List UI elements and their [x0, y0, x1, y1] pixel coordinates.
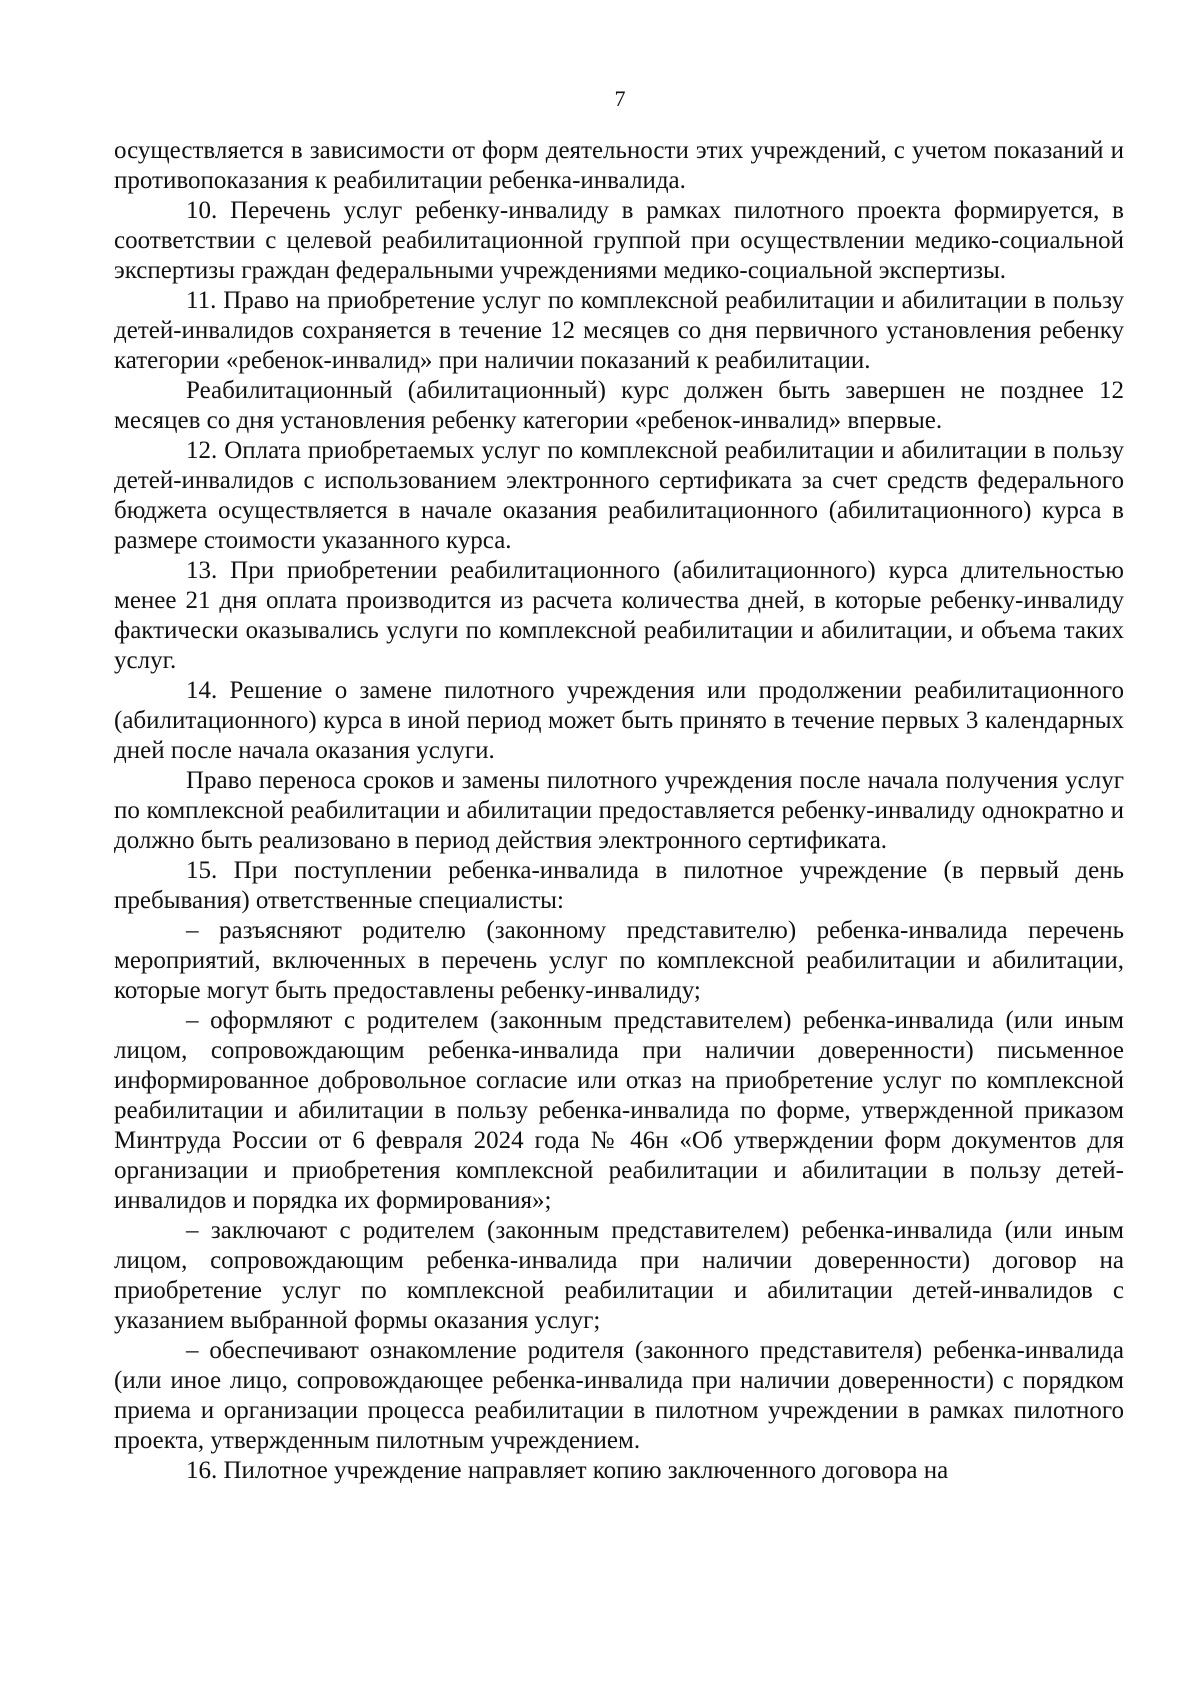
paragraph-continuation: осуществляется в зависимости от форм деятельности этих учреждений, с учетом показаний и противопоказания к реабилитации ребенка-инвалида.: [114, 137, 1124, 194]
list-item-consent: – оформляют с родителем (законным представителем) ребенка-инвалида (или иным лицом, сопровождающим ребенка-инвалида при наличии доверенности) письменное информированное добровольное согласие или отказ на приобретение услуг по комплексной реабилитации и абилитации в пользу ребенка-инвалида по форме, утвержденной приказом Минтруда России от 6 февраля 2024 года № 46н «Об утверждении форм документов для организации и приобретения комплексной реабилитации и абилитации в пользу детей-инвалидов и порядка их формирования»;: [114, 1007, 1124, 1214]
paragraph-item-16: 16. Пилотное учреждение направляет копию заключенного договора на: [186, 1457, 949, 1484]
paragraph-item-12: 12. Оплата приобретаемых услуг по комплексной реабилитации и абилитации в пользу детей-инвалидов с использованием электронного сертификата за счет средств федерального бюджета осуществляется в начале оказания реабилитационного (абилитационного) курса в размере стоимости указанного курса.: [114, 437, 1124, 554]
paragraph-item-11: 11. Право на приобретение услуг по комплексной реабилитации и абилитации в пользу детей-инвалидов сохраняется в течение 12 месяцев со дня первичного установления ребенку категории «ребенок-инвалид» при наличии показаний к реабилитации.: [114, 287, 1124, 374]
list-item-explain: – разъясняют родителю (законному представителю) ребенка-инвалида перечень мероприятий, включенных в перечень услуг по комплексной реабилитации и абилитации, которые могут быть предоставлены ребенку-инвалиду;: [114, 917, 1124, 1004]
list-item-familiarize: – обеспечивают ознакомление родителя (законного представителя) ребенка-инвалида (или иное лицо, сопровождающее ребенка-инвалида при наличии доверенности) с порядком приема и организации процесса реабилитации в пилотном учреждении в рамках пилотного проекта, утвержденным пилотным учреждением.: [114, 1337, 1124, 1454]
paragraph-item-14: 14. Решение о замене пилотного учреждения или продолжении реабилитационного (абилитационного) курса в иной период может быть принято в течение первых 3 календарных дней после начала оказания услуги.: [114, 677, 1124, 764]
list-item-contract: – заключают с родителем (законным представителем) ребенка-инвалида (или иным лицом, сопровождающим ребенка-инвалида при наличии доверенности) договор на приобретение услуг по комплексной реабилитации и абилитации детей-инвалидов с указанием выбранной формы оказания услуг;: [114, 1217, 1124, 1334]
paragraph-item-13: 13. При приобретении реабилитационного (абилитационного) курса длительностью менее 21 дня оплата производится из расчета количества дней, в которые ребенку-инвалиду фактически оказывались услуги по комплексной реабилитации и абилитации, и объема таких услуг.: [114, 557, 1124, 674]
paragraph-item-10: 10. Перечень услуг ребенку-инвалиду в рамках пилотного проекта формируется, в соответствии с целевой реабилитационной группой при осуществлении медико-социальной экспертизы граждан федеральными учреждениями медико-социальной экспертизы.: [114, 197, 1124, 284]
paragraph-item-11-course: Реабилитационный (абилитационный) курс должен быть завершен не позднее 12 месяцев со дня установления ребенку категории «ребенок-инвалид» впервые.: [114, 377, 1124, 434]
document-body: [114, 136, 1124, 1486]
page-number: 7: [614, 86, 626, 111]
paragraph-item-15: 15. При поступлении ребенка-инвалида в пилотное учреждение (в первый день пребывания) ответственные специалисты:: [114, 857, 1124, 914]
paragraph-item-14-transfer: Право переноса сроков и замены пилотного учреждения после начала получения услуг по комплексной реабилитации и абилитации предоставляется ребенку-инвалиду однократно и должно быть реализовано в период действия электронного сертификата.: [114, 767, 1124, 854]
